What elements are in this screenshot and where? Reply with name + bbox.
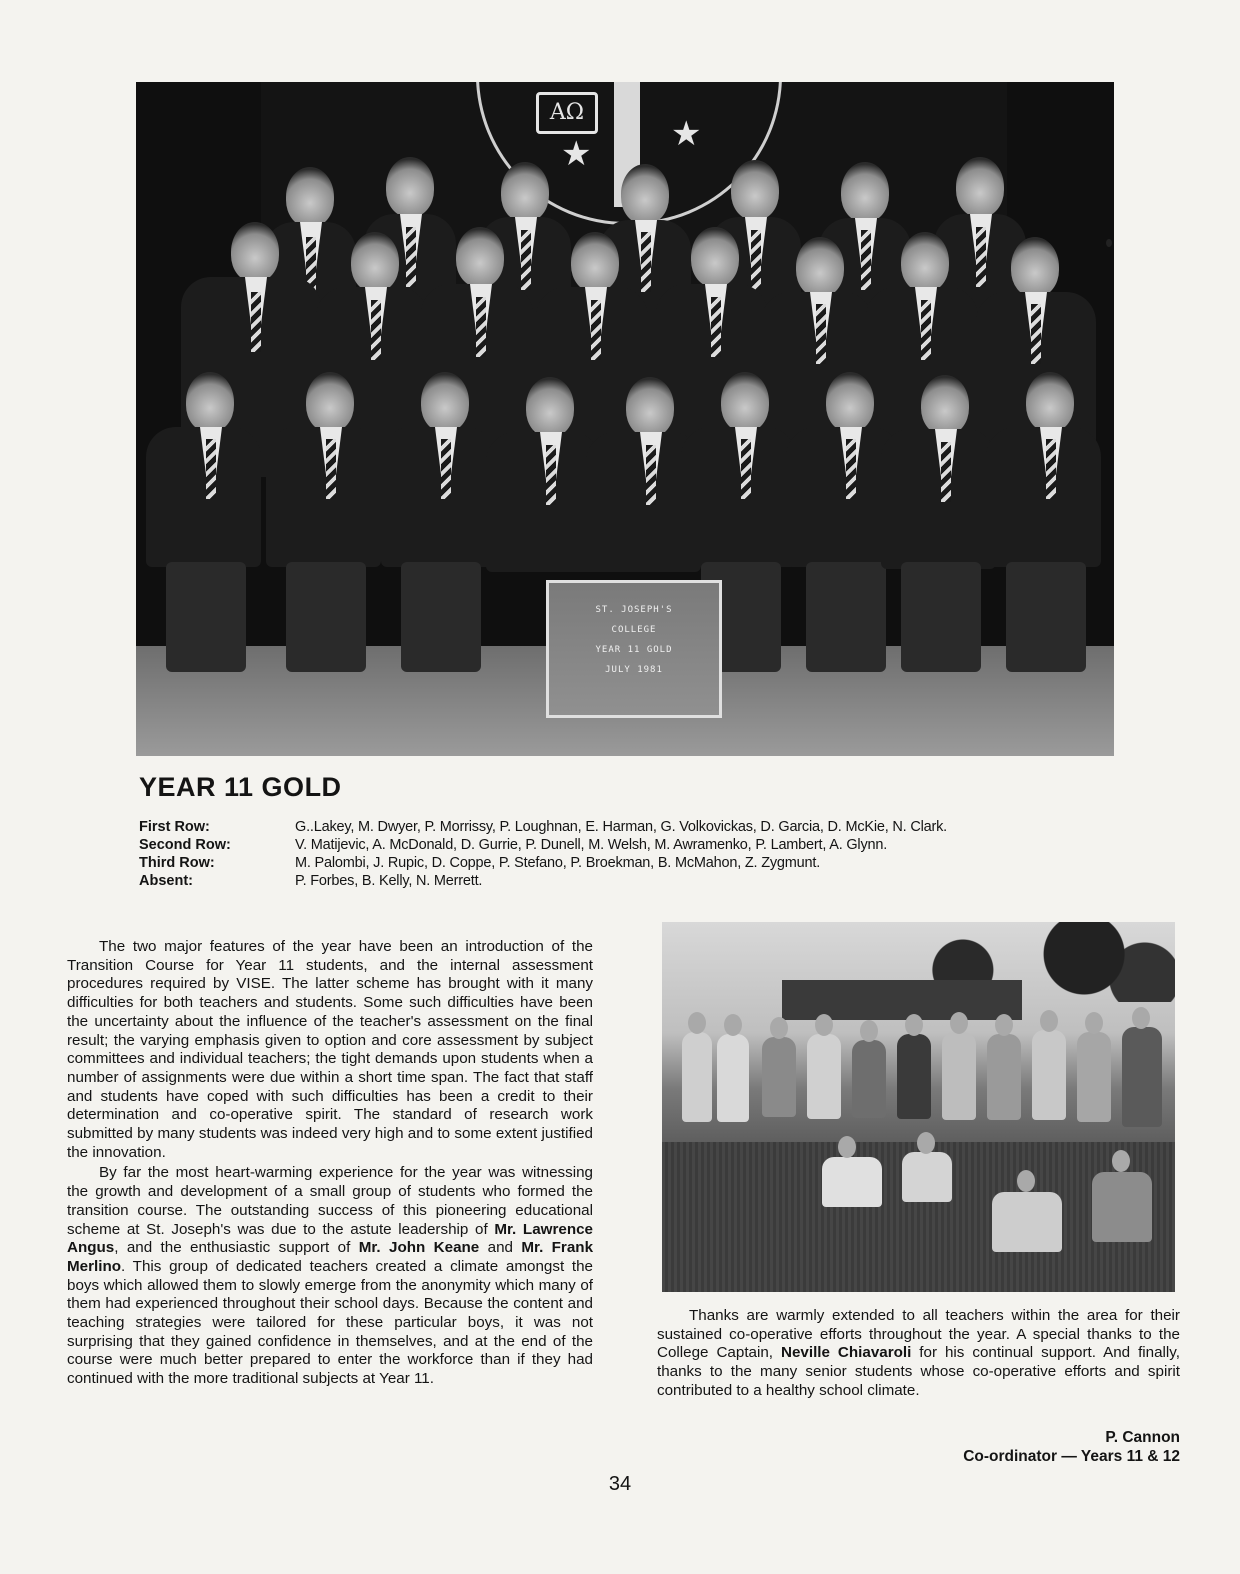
name-row <box>139 854 1109 872</box>
spectator-head <box>770 1017 788 1039</box>
spectator-head <box>688 1012 706 1034</box>
row-label: Third Row: <box>139 855 215 871</box>
teacher-name: Mr. Lawrence Angus <box>67 1220 593 1257</box>
spectator <box>1077 1032 1111 1122</box>
signatory-name: P. Cannon <box>1105 1429 1180 1446</box>
grandstand <box>782 980 1022 1020</box>
student-name-list <box>139 818 1109 890</box>
spectator <box>987 1034 1021 1120</box>
spectator <box>762 1037 796 1117</box>
alpha-omega-emblem: AΩ <box>536 92 598 134</box>
spectator-head <box>905 1014 923 1036</box>
sign-line: COLLEGE <box>611 625 657 635</box>
spectator-head <box>950 1012 968 1034</box>
teacher-name: Mr. John Keane <box>358 1239 480 1257</box>
paragraph: The two major features of the year have been an introduction of the Transition Course for Year 11 students, and the internal assessment procedures required by VISE. The latter scheme has brought with it many difficulties for both teachers and students. Some such difficulties have been the uncertainty about the influence of the teacher's assessment on the final result; the varying emphasis given to option and core assessment by subject committees and individual teachers; the tight demands upon students when a number of assignments were due within a short time span. The fact that staff and students have coped with such difficulties has been a credit to their determination and co-operative spirit. The standard of research work submitted by many students was indeed very high and to some extent justified the innovation. <box>67 938 593 1161</box>
spectator <box>897 1034 931 1119</box>
name-row <box>139 836 1109 854</box>
spectator-head <box>1017 1170 1035 1192</box>
right-column-text <box>657 1307 1180 1401</box>
spectator-head <box>1040 1010 1058 1032</box>
star-icon: ★ <box>561 135 592 173</box>
text-run: for his continual support. And finally, thanks to the many senior students whose co-operative efforts and spirit contributed to a healthy school climate. <box>657 1344 1180 1399</box>
sign-line: YEAR 11 GOLD <box>595 645 673 655</box>
spectator <box>852 1040 886 1118</box>
spectator-head <box>1112 1150 1130 1172</box>
sign-line: JULY 1981 <box>605 665 663 675</box>
spectator-head <box>838 1136 856 1158</box>
print-speck <box>1106 239 1112 247</box>
star-icon: ★ <box>671 115 702 153</box>
spectator <box>1122 1027 1162 1127</box>
signatory-title: Co-ordinator — Years 11 & 12 <box>963 1448 1180 1465</box>
page-number: 34 <box>608 1473 632 1495</box>
seated-student <box>1092 1172 1152 1242</box>
spectator-head <box>1085 1012 1103 1034</box>
seated-student <box>822 1157 882 1207</box>
row-names: G..Lakey, M. Dwyer, P. Morrissy, P. Loughnan, E. Harman, G. Volkovickas, D. Garcia, D. McKie, N. Clark. <box>295 819 947 835</box>
name-row <box>139 818 1109 836</box>
text-run: By far the most heart-warming experience for the year was witnessing the growth and development of a small group of students who formed the transition course. The outstanding success of this pioneering educational scheme at St. Joseph's was due to the astute leadership of <box>67 1164 593 1238</box>
sign-line: ST. JOSEPH'S <box>595 605 673 615</box>
row-names: P. Forbes, B. Kelly, N. Merrett. <box>295 873 483 889</box>
seated-student <box>902 1152 952 1202</box>
spectator <box>717 1034 749 1122</box>
paragraph <box>67 1164 593 1388</box>
sports-day-photo <box>662 922 1175 1292</box>
row-names: M. Palombi, J. Rupic, D. Coppe, P. Stefano, P. Broekman, B. McMahon, Z. Zygmunt. <box>295 855 821 871</box>
paragraph <box>657 1307 1180 1401</box>
row-label: Second Row: <box>139 837 231 853</box>
row-label: First Row: <box>139 819 210 835</box>
left-column-text <box>67 938 593 1389</box>
teacher-name: Mr. Frank Merlino <box>67 1239 594 1275</box>
college-captain-name: Neville Chiavaroli <box>780 1344 912 1362</box>
name-row <box>139 872 1109 890</box>
signature-block <box>963 1428 1180 1466</box>
spectator <box>682 1032 712 1122</box>
page-title: YEAR 11 GOLD <box>139 772 342 802</box>
spectator-head <box>995 1014 1013 1036</box>
spectator-head <box>815 1014 833 1036</box>
text-run: and <box>479 1239 522 1257</box>
spectator-head <box>724 1014 742 1036</box>
spectator-head <box>917 1132 935 1154</box>
year-11-gold-group-photo <box>136 82 1114 756</box>
spectator <box>1032 1030 1066 1120</box>
spectator <box>942 1032 976 1120</box>
spectator <box>807 1034 841 1119</box>
text-run: , and the enthusiastic support of <box>114 1239 359 1257</box>
spectator-head <box>1132 1007 1150 1029</box>
seated-student <box>992 1192 1062 1252</box>
class-sign <box>546 580 722 718</box>
spectator-head <box>860 1020 878 1042</box>
row-names: V. Matijevic, A. McDonald, D. Gurrie, P. Dunell, M. Welsh, M. Awramenko, P. Lambert, A. Glynn. <box>295 837 888 853</box>
row-label: Absent: <box>139 873 193 889</box>
text-run: . This group of dedicated teachers created a climate amongst the boys which allowed them to slowly emerge from the anonymity which many of them had experienced throughout their school days. Because the content and teaching strategies were tailored for these particular boys, it was not surprising that they gained confidence in themselves, and at the end of the course were much better prepared to enter the workforce than if they had continued with the more traditional subjects at Year 11. <box>67 1257 593 1388</box>
text-run: Thanks are warmly extended to all teachers within the area for their sustained co-operative efforts throughout the year. A special thanks to the College Captain, <box>657 1307 1180 1362</box>
